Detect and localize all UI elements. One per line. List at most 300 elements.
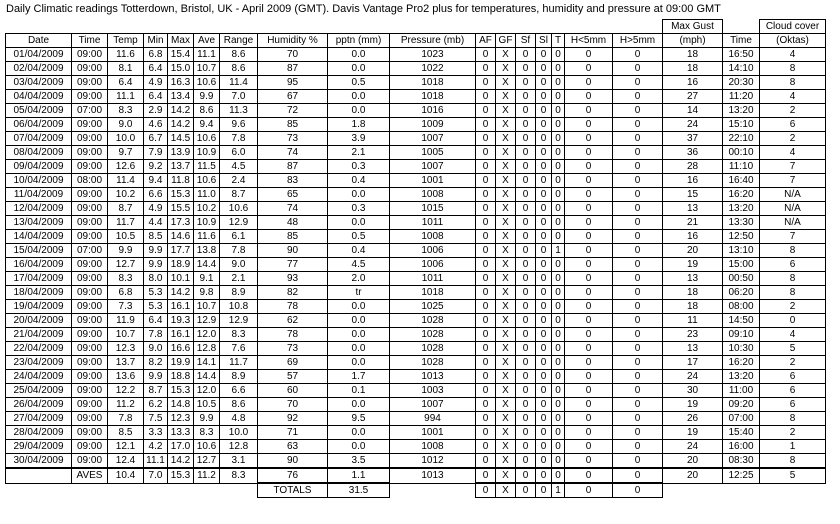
total-h-lt5mm: 0 xyxy=(565,483,613,498)
cell-range: 7.0 xyxy=(220,90,258,104)
cell-af: 0 xyxy=(476,104,496,118)
cell-sl: 0 xyxy=(536,370,552,384)
cell-min: 6.4 xyxy=(144,62,168,76)
cell-h-lt5mm: 0 xyxy=(565,48,613,62)
cell-min: 9.9 xyxy=(144,244,168,258)
cell-humidity: 85 xyxy=(258,230,328,244)
cell-date: 07/04/2009 xyxy=(6,132,72,146)
cell-h-lt5mm: 0 xyxy=(565,272,613,286)
cell-gf: X xyxy=(496,132,516,146)
cell-time: 09:00 xyxy=(72,286,108,300)
cell-h-lt5mm: 0 xyxy=(565,314,613,328)
cell-cloud-cover: 6 xyxy=(760,370,826,384)
cell-humidity: 60 xyxy=(258,384,328,398)
cell-gf: X xyxy=(496,356,516,370)
cell-max-gust: 15 xyxy=(663,188,723,202)
col-header-ave: Ave xyxy=(194,34,220,48)
cell-gust-time: 00:50 xyxy=(723,272,760,286)
cell-min: 6.7 xyxy=(144,132,168,146)
cell-h-lt5mm: 0 xyxy=(565,440,613,454)
cell-pptn: 0.0 xyxy=(328,342,390,356)
cell-gust-time: 10:30 xyxy=(723,342,760,356)
cell-range: 7.8 xyxy=(220,132,258,146)
cell-sf: 0 xyxy=(516,244,536,258)
cell-sl: 0 xyxy=(536,356,552,370)
cell-date: 27/04/2009 xyxy=(6,412,72,426)
cell-range: 8.6 xyxy=(220,398,258,412)
cell-h-lt5mm: 0 xyxy=(565,146,613,160)
cell-range: 4.8 xyxy=(220,412,258,426)
cell-range: 12.9 xyxy=(220,314,258,328)
cell-date: 02/04/2009 xyxy=(6,62,72,76)
cell-max: 15.3 xyxy=(168,188,194,202)
cell-gf: X xyxy=(496,216,516,230)
ave-ave: 11.2 xyxy=(194,468,220,483)
cell-h-lt5mm: 0 xyxy=(565,230,613,244)
cell-gust-time: 00:10 xyxy=(723,146,760,160)
cell-h-gt5mm: 0 xyxy=(613,398,663,412)
cell-h-lt5mm: 0 xyxy=(565,356,613,370)
header-row xyxy=(6,34,826,48)
table-row xyxy=(6,272,826,286)
cell-sl: 0 xyxy=(536,76,552,90)
total-t: 1 xyxy=(552,483,565,498)
cell-pptn: 0.0 xyxy=(328,398,390,412)
cell-gf: X xyxy=(496,118,516,132)
cell-sf: 0 xyxy=(516,230,536,244)
cell-pptn: 9.5 xyxy=(328,412,390,426)
cell-time: 09:00 xyxy=(72,48,108,62)
cell-pressure: 1013 xyxy=(390,370,476,384)
cell-time: 09:00 xyxy=(72,300,108,314)
ave-max: 15.3 xyxy=(168,468,194,483)
cell-date: 03/04/2009 xyxy=(6,76,72,90)
cell-pptn: 0.0 xyxy=(328,216,390,230)
cell-min: 9.2 xyxy=(144,160,168,174)
cell-gust-time: 11:00 xyxy=(723,384,760,398)
cell-min: 7.8 xyxy=(144,328,168,342)
cell-h-gt5mm: 0 xyxy=(613,132,663,146)
cell-max-gust: 19 xyxy=(663,398,723,412)
total-gf: X xyxy=(496,483,516,498)
cell-time: 09:00 xyxy=(72,90,108,104)
cell-date: 11/04/2009 xyxy=(6,188,72,202)
cell-range: 8.7 xyxy=(220,188,258,202)
cell-time: 09:00 xyxy=(72,328,108,342)
cell-max-gust: 18 xyxy=(663,300,723,314)
cell-date: 20/04/2009 xyxy=(6,314,72,328)
cell-temp: 11.1 xyxy=(108,90,144,104)
cell-range: 9.6 xyxy=(220,118,258,132)
col-header-temp: Temp xyxy=(108,34,144,48)
cell-cloud-cover: 6 xyxy=(760,118,826,132)
cell-af: 0 xyxy=(476,258,496,272)
cell-pptn: 0.0 xyxy=(328,104,390,118)
cell-date: 17/04/2009 xyxy=(6,272,72,286)
cell-h-gt5mm: 0 xyxy=(613,426,663,440)
cell-cloud-cover: 8 xyxy=(760,76,826,90)
cell-gust-time: 14:10 xyxy=(723,62,760,76)
cell-range: 8.6 xyxy=(220,48,258,62)
cell-max-gust: 14 xyxy=(663,104,723,118)
cell-time: 09:00 xyxy=(72,118,108,132)
cell-time: 09:00 xyxy=(72,398,108,412)
cell-gust-time: 12:50 xyxy=(723,230,760,244)
cell-sl: 0 xyxy=(536,384,552,398)
cell-humidity: 90 xyxy=(258,244,328,258)
cell-range: 8.9 xyxy=(220,286,258,300)
cell-gf: X xyxy=(496,188,516,202)
cell-range: 12.8 xyxy=(220,440,258,454)
cell-h-gt5mm: 0 xyxy=(613,412,663,426)
cell-max-gust: 27 xyxy=(663,90,723,104)
cell-h-gt5mm: 0 xyxy=(613,244,663,258)
cell-humidity: 87 xyxy=(258,62,328,76)
cell-t: 0 xyxy=(552,76,565,90)
cell-af: 0 xyxy=(476,216,496,230)
cell-temp: 6.8 xyxy=(108,286,144,300)
cell-gust-time: 13:20 xyxy=(723,202,760,216)
cell-pressure: 1028 xyxy=(390,356,476,370)
cell-humidity: 70 xyxy=(258,48,328,62)
cell-af: 0 xyxy=(476,440,496,454)
cell-t: 0 xyxy=(552,398,565,412)
cell-max: 14.2 xyxy=(168,118,194,132)
cell-max-gust: 30 xyxy=(663,384,723,398)
cell-h-lt5mm: 0 xyxy=(565,412,613,426)
totals-blank xyxy=(760,483,826,498)
cell-gust-time: 16:00 xyxy=(723,440,760,454)
cell-h-lt5mm: 0 xyxy=(565,454,613,469)
cell-pptn: 4.5 xyxy=(328,258,390,272)
cell-ave: 10.6 xyxy=(194,174,220,188)
cell-gf: X xyxy=(496,426,516,440)
cell-pptn: 0.0 xyxy=(328,356,390,370)
totals-row xyxy=(6,483,826,498)
cell-max: 14.2 xyxy=(168,104,194,118)
cell-max: 18.9 xyxy=(168,258,194,272)
cell-range: 4.5 xyxy=(220,160,258,174)
cell-gf: X xyxy=(496,342,516,356)
cell-sl: 0 xyxy=(536,216,552,230)
cell-sf: 0 xyxy=(516,300,536,314)
cell-max-gust: 21 xyxy=(663,216,723,230)
cell-pressure: 1016 xyxy=(390,104,476,118)
totals-blank xyxy=(72,483,108,498)
col-header-sf: Sf xyxy=(516,34,536,48)
cell-temp: 12.3 xyxy=(108,342,144,356)
cell-ave: 14.1 xyxy=(194,356,220,370)
table-row xyxy=(6,370,826,384)
cell-date: 28/04/2009 xyxy=(6,426,72,440)
cell-sf: 0 xyxy=(516,174,536,188)
cell-sf: 0 xyxy=(516,370,536,384)
cell-range: 6.6 xyxy=(220,384,258,398)
cell-sf: 0 xyxy=(516,62,536,76)
cell-min: 9.4 xyxy=(144,174,168,188)
cell-sf: 0 xyxy=(516,188,536,202)
cell-cloud-cover: 2 xyxy=(760,426,826,440)
cell-min: 4.6 xyxy=(144,118,168,132)
col-header-max-gust: (mph) xyxy=(663,34,723,48)
cell-h-gt5mm: 0 xyxy=(613,370,663,384)
cell-time: 09:00 xyxy=(72,272,108,286)
cell-humidity: 69 xyxy=(258,356,328,370)
cell-h-gt5mm: 0 xyxy=(613,454,663,469)
cell-date: 30/04/2009 xyxy=(6,454,72,469)
cell-h-gt5mm: 0 xyxy=(613,258,663,272)
col-header-pptn: pptn (mm) xyxy=(328,34,390,48)
cell-temp: 12.1 xyxy=(108,440,144,454)
cell-max-gust: 36 xyxy=(663,146,723,160)
cell-max-gust: 18 xyxy=(663,62,723,76)
cell-h-lt5mm: 0 xyxy=(565,132,613,146)
table-row xyxy=(6,48,826,62)
col-header-h-lt5mm: H<5mm xyxy=(565,34,613,48)
col-header-cloud-cover: (Oktas) xyxy=(760,34,826,48)
cell-min: 3.3 xyxy=(144,426,168,440)
cell-sl: 0 xyxy=(536,440,552,454)
cell-sf: 0 xyxy=(516,160,536,174)
cell-gf: X xyxy=(496,272,516,286)
cell-min: 6.8 xyxy=(144,48,168,62)
col-header-t: T xyxy=(552,34,565,48)
cell-pptn: 2.1 xyxy=(328,146,390,160)
cell-ave: 10.6 xyxy=(194,132,220,146)
cell-sf: 0 xyxy=(516,384,536,398)
cell-gf: X xyxy=(496,90,516,104)
cell-t: 0 xyxy=(552,146,565,160)
cell-pptn: 0.0 xyxy=(328,314,390,328)
cell-humidity: 87 xyxy=(258,160,328,174)
cell-ave: 12.8 xyxy=(194,342,220,356)
cell-sf: 0 xyxy=(516,342,536,356)
cell-min: 4.9 xyxy=(144,202,168,216)
cell-gf: X xyxy=(496,76,516,90)
cell-t: 0 xyxy=(552,48,565,62)
cell-range: 3.1 xyxy=(220,454,258,469)
cell-time: 09:00 xyxy=(72,160,108,174)
cell-h-gt5mm: 0 xyxy=(613,62,663,76)
cell-max-gust: 18 xyxy=(663,286,723,300)
cell-min: 6.4 xyxy=(144,314,168,328)
cell-temp: 11.7 xyxy=(108,216,144,230)
total-h-gt5mm: 0 xyxy=(613,483,663,498)
cell-temp: 12.6 xyxy=(108,160,144,174)
cell-temp: 10.7 xyxy=(108,328,144,342)
table-row xyxy=(6,90,826,104)
cell-max: 13.9 xyxy=(168,146,194,160)
table-row xyxy=(6,412,826,426)
cell-cloud-cover: 6 xyxy=(760,384,826,398)
cell-gust-time: 11:20 xyxy=(723,90,760,104)
cell-range: 10.8 xyxy=(220,300,258,314)
cell-af: 0 xyxy=(476,272,496,286)
col-header-min: Min xyxy=(144,34,168,48)
cell-ave: 8.6 xyxy=(194,104,220,118)
cell-cloud-cover: 2 xyxy=(760,104,826,118)
cell-humidity: 67 xyxy=(258,90,328,104)
cell-max: 13.4 xyxy=(168,90,194,104)
cell-gust-time: 13:20 xyxy=(723,104,760,118)
cell-pressure: 1012 xyxy=(390,454,476,469)
totals-blank xyxy=(194,483,220,498)
cell-max: 15.5 xyxy=(168,202,194,216)
cell-range: 2.1 xyxy=(220,272,258,286)
cell-h-gt5mm: 0 xyxy=(613,216,663,230)
cell-pressure: 1023 xyxy=(390,48,476,62)
cell-sf: 0 xyxy=(516,202,536,216)
cell-af: 0 xyxy=(476,342,496,356)
table-row xyxy=(6,300,826,314)
cell-humidity: 74 xyxy=(258,202,328,216)
cell-humidity: 93 xyxy=(258,272,328,286)
cell-range: 8.6 xyxy=(220,62,258,76)
cell-h-gt5mm: 0 xyxy=(613,286,663,300)
cell-sf: 0 xyxy=(516,258,536,272)
cell-pptn: 0.5 xyxy=(328,76,390,90)
cell-h-lt5mm: 0 xyxy=(565,160,613,174)
cell-humidity: 92 xyxy=(258,412,328,426)
cell-pressure: 1018 xyxy=(390,76,476,90)
cell-humidity: 48 xyxy=(258,216,328,230)
cell-h-gt5mm: 0 xyxy=(613,104,663,118)
cell-humidity: 65 xyxy=(258,188,328,202)
cell-gf: X xyxy=(496,384,516,398)
cell-pptn: 0.4 xyxy=(328,174,390,188)
cell-gust-time: 15:40 xyxy=(723,426,760,440)
cell-cloud-cover: 2 xyxy=(760,356,826,370)
cell-temp: 9.7 xyxy=(108,146,144,160)
ave-humidity: 76 xyxy=(258,468,328,483)
cell-max-gust: 37 xyxy=(663,132,723,146)
cell-gust-time: 09:20 xyxy=(723,398,760,412)
cell-af: 0 xyxy=(476,454,496,469)
cell-pressure: 1028 xyxy=(390,328,476,342)
total-pptn: 31.5 xyxy=(328,483,390,498)
cell-sl: 0 xyxy=(536,454,552,469)
cell-t: 0 xyxy=(552,412,565,426)
col-header-h-gt5mm: H>5mm xyxy=(613,34,663,48)
cell-range: 7.8 xyxy=(220,244,258,258)
cell-range: 10.6 xyxy=(220,202,258,216)
cell-cloud-cover: 8 xyxy=(760,454,826,469)
ave-min: 7.0 xyxy=(144,468,168,483)
table-row xyxy=(6,342,826,356)
cell-h-gt5mm: 0 xyxy=(613,440,663,454)
cell-temp: 7.8 xyxy=(108,412,144,426)
cell-gf: X xyxy=(496,370,516,384)
table-row xyxy=(6,314,826,328)
cell-max: 17.3 xyxy=(168,216,194,230)
cell-humidity: 85 xyxy=(258,118,328,132)
cell-ave: 14.4 xyxy=(194,258,220,272)
cell-gust-time: 13:20 xyxy=(723,370,760,384)
cell-sf: 0 xyxy=(516,48,536,62)
cell-max-gust: 11 xyxy=(663,314,723,328)
cell-cloud-cover: 4 xyxy=(760,328,826,342)
cell-h-gt5mm: 0 xyxy=(613,160,663,174)
cell-cloud-cover: 1 xyxy=(760,440,826,454)
cell-date: 25/04/2009 xyxy=(6,384,72,398)
cell-pressure: 1005 xyxy=(390,146,476,160)
cell-min: 8.5 xyxy=(144,230,168,244)
cell-humidity: 78 xyxy=(258,328,328,342)
cell-pressure: 1006 xyxy=(390,258,476,272)
cell-ave: 11.0 xyxy=(194,188,220,202)
cell-t: 0 xyxy=(552,300,565,314)
cell-af: 0 xyxy=(476,328,496,342)
ave-gust-time: 12:25 xyxy=(723,468,760,483)
cell-range: 8.3 xyxy=(220,328,258,342)
page-title: Daily Climatic readings Totterdown, Bristol, UK - April 2009 (GMT). Davis Vantage Pro2 plus for temperatures, humidity and pressure at 09:00 GMT xyxy=(6,3,721,15)
cell-time: 09:00 xyxy=(72,216,108,230)
cell-max-gust: 24 xyxy=(663,118,723,132)
col-header-humidity: Humidity % xyxy=(258,34,328,48)
table-row xyxy=(6,398,826,412)
cell-t: 0 xyxy=(552,104,565,118)
cell-temp: 8.3 xyxy=(108,272,144,286)
cell-humidity: 78 xyxy=(258,300,328,314)
col-header-max: Max xyxy=(168,34,194,48)
cell-time: 09:00 xyxy=(72,230,108,244)
cell-max-gust: 13 xyxy=(663,272,723,286)
cell-pressure: 994 xyxy=(390,412,476,426)
cell-min: 9.9 xyxy=(144,258,168,272)
cell-sl: 0 xyxy=(536,328,552,342)
cell-sf: 0 xyxy=(516,356,536,370)
ave-h-lt5mm: 0 xyxy=(565,468,613,483)
cell-date: 12/04/2009 xyxy=(6,202,72,216)
cell-sf: 0 xyxy=(516,398,536,412)
cell-h-lt5mm: 0 xyxy=(565,342,613,356)
cell-sl: 0 xyxy=(536,300,552,314)
cell-pptn: 0.3 xyxy=(328,160,390,174)
table-row xyxy=(6,440,826,454)
cell-gust-time: 08:30 xyxy=(723,454,760,469)
cell-sf: 0 xyxy=(516,118,536,132)
cell-pptn: 0.0 xyxy=(328,62,390,76)
cell-max: 16.1 xyxy=(168,300,194,314)
cell-h-lt5mm: 0 xyxy=(565,426,613,440)
cell-date: 01/04/2009 xyxy=(6,48,72,62)
cell-pressure: 1015 xyxy=(390,202,476,216)
cell-h-gt5mm: 0 xyxy=(613,146,663,160)
cell-max: 19.3 xyxy=(168,314,194,328)
table-row xyxy=(6,62,826,76)
cell-h-gt5mm: 0 xyxy=(613,356,663,370)
cell-pressure: 1028 xyxy=(390,314,476,328)
cell-time: 09:00 xyxy=(72,370,108,384)
totals-blank xyxy=(108,483,144,498)
ave-sl: 0 xyxy=(536,468,552,483)
cell-gust-time: 20:30 xyxy=(723,76,760,90)
cell-min: 7.5 xyxy=(144,412,168,426)
cell-cloud-cover: 8 xyxy=(760,286,826,300)
cell-temp: 6.4 xyxy=(108,76,144,90)
cell-min: 8.2 xyxy=(144,356,168,370)
cell-gust-time: 16:20 xyxy=(723,356,760,370)
cell-max: 12.3 xyxy=(168,412,194,426)
cell-pptn: 0.3 xyxy=(328,202,390,216)
cell-max-gust: 19 xyxy=(663,258,723,272)
cell-t: 0 xyxy=(552,384,565,398)
cell-ave: 10.9 xyxy=(194,146,220,160)
cell-sf: 0 xyxy=(516,76,536,90)
cell-pptn: 0.0 xyxy=(328,90,390,104)
cell-ave: 9.4 xyxy=(194,118,220,132)
totals-blank xyxy=(663,483,723,498)
